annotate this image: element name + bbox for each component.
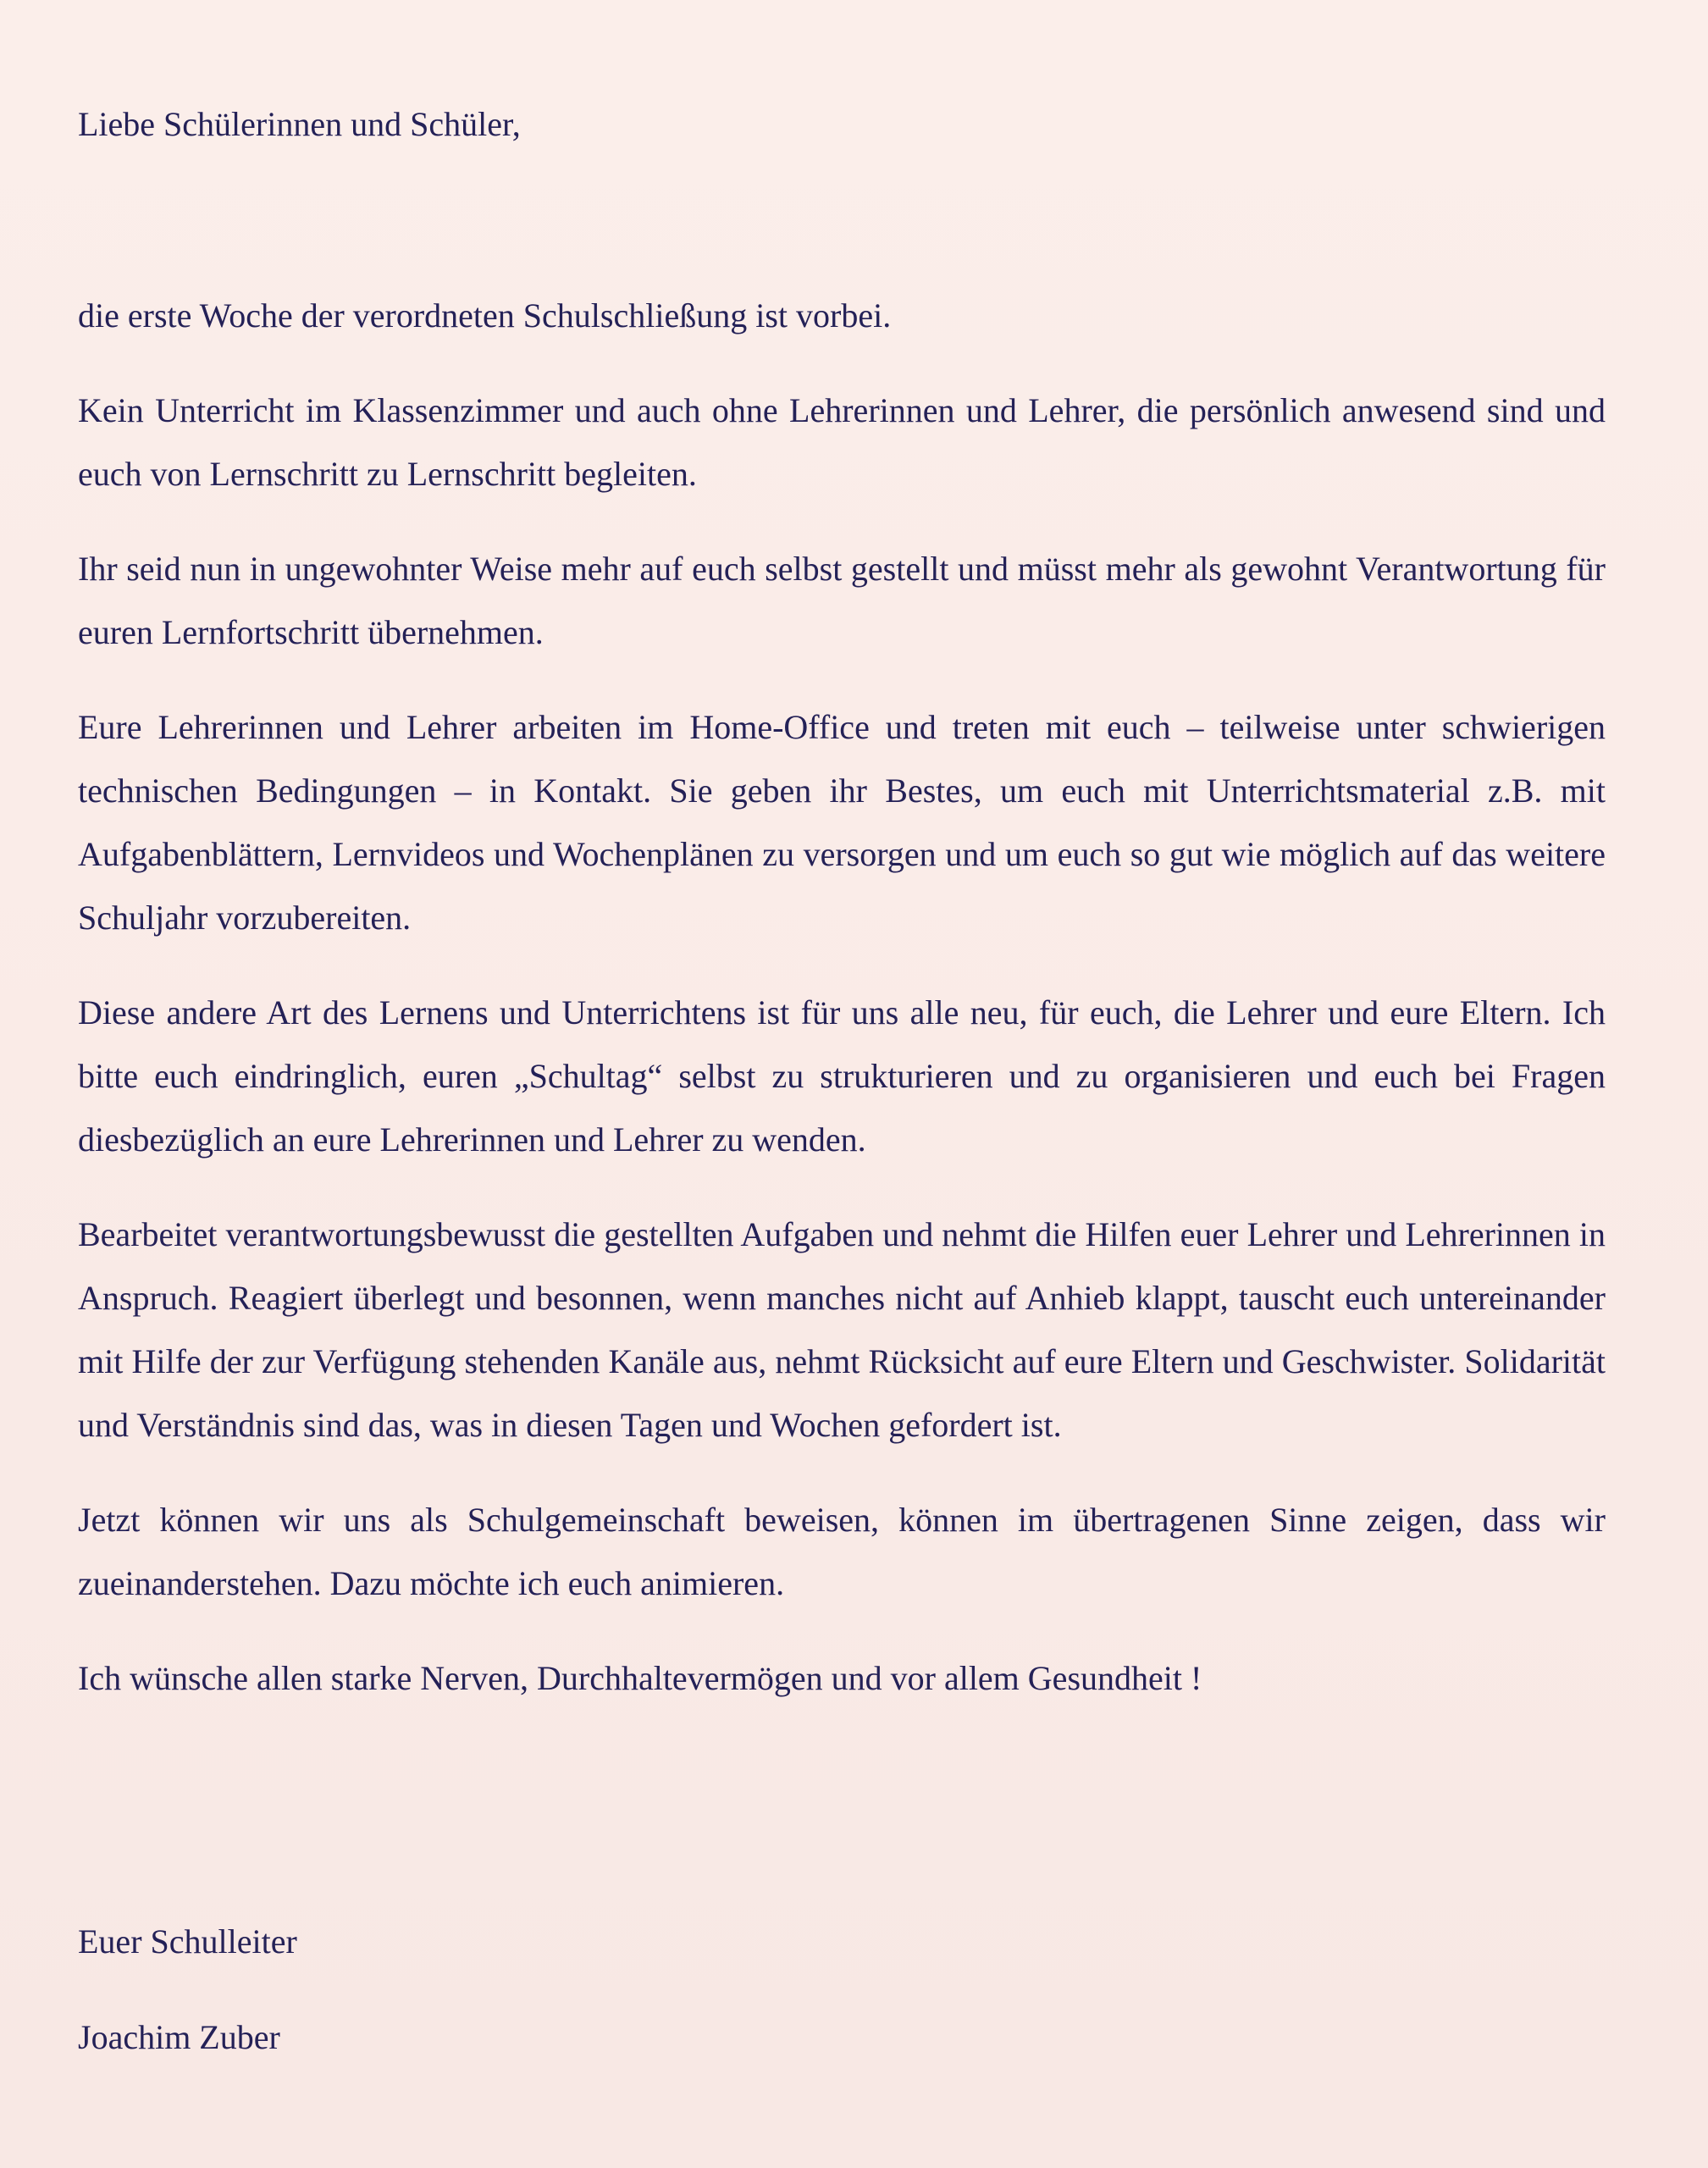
paragraph-no-classroom: Kein Unterricht im Klassenzimmer und auch ohne Lehrerinnen und Lehrer, die persönlich anwesend sind und euch von Lernschritt zu Lernschritt begleiten.	[78, 391, 1606, 493]
paragraph-work-responsibly: Bearbeitet verantwortungsbewusst die gestellten Aufgaben und nehmt die Hilfen euer Lehrer und Lehrerinnen in Anspruch. Reagiert überlegt und besonnen, wenn manches nicht auf Anhieb klappt, tauscht euch untereinander mit Hilfe der zur Verfügung stehenden Kanäle aus, nehmt Rücksicht auf eure Eltern und Geschwister. Solidarität und Verständnis sind das, was in diesen Tagen und Wochen gefordert ist.	[78, 1215, 1606, 1444]
signature-role: Euer Schulleiter	[78, 1922, 297, 1961]
paragraph-new-learning: Diese andere Art des Lernens und Unterrichtens ist für uns alle neu, für euch, die Lehrer und eure Eltern. Ich bitte euch eindringlich, euren „Schultag“ selbst zu strukturieren und zu organisieren und euch bei Fragen diesbezüglich an eure Lehrerinnen und Lehrer zu wenden.	[78, 993, 1606, 1159]
paragraph-school-community: Jetzt können wir uns als Schulgemeinschaft beweisen, können im übertragenen Sinne zeigen, dass wir zueinanderstehen. Dazu möchte ich euch animieren.	[78, 1501, 1606, 1602]
paragraph-home-office: Eure Lehrerinnen und Lehrer arbeiten im Home-Office und treten mit euch – teilweise unter schwierigen technischen Bedingungen – in Kontakt. Sie geben ihr Bestes, um euch mit Unterrichtsmaterial z.B. mit Aufgabenblättern, Lernvideos und Wochenplänen zu versorgen und um euch so gut wie möglich auf das weitere Schuljahr vorzubereiten.	[78, 708, 1606, 937]
paragraph-school-closure: die erste Woche der verordneten Schulschließung ist vorbei.	[78, 296, 892, 335]
paragraph-wishes: Ich wünsche allen starke Nerven, Durchhaltevermögen und vor allem Gesundheit !	[78, 1659, 1202, 1697]
letter-greeting: Liebe Schülerinnen und Schüler,	[78, 105, 521, 143]
paragraph-responsibility: Ihr seid nun in ungewohnter Weise mehr auf euch selbst gestellt und müsst mehr als gewohnt Verantwortung für euren Lernfortschritt übernehmen.	[78, 550, 1606, 651]
signature-name: Joachim Zuber	[78, 2018, 280, 2056]
letter-paragraphs	[78, 284, 1606, 1710]
